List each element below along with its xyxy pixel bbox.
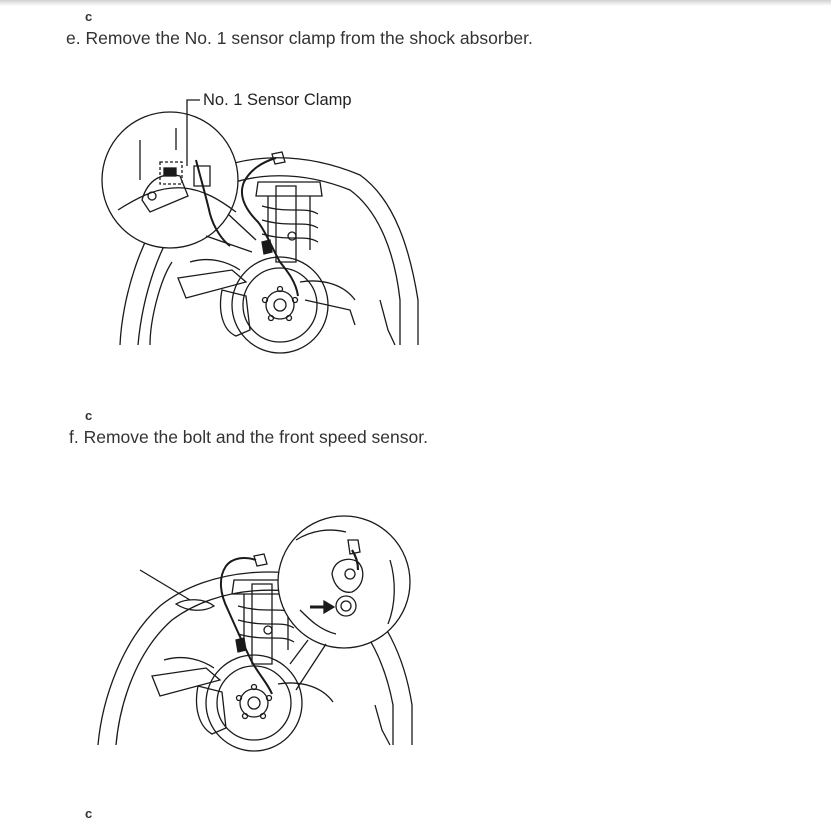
callout-sensor-clamp-label: No. 1 Sensor Clamp [203,91,352,109]
step-f-instruction: f. Remove the bolt and the front speed sensor. [69,427,428,447]
next-step-marker: c [85,806,93,821]
step-f-marker: c [85,408,93,423]
step-e-instruction: e. Remove the No. 1 sensor clamp from the shock absorber. [66,28,533,48]
step-e-marker: c [85,9,93,24]
